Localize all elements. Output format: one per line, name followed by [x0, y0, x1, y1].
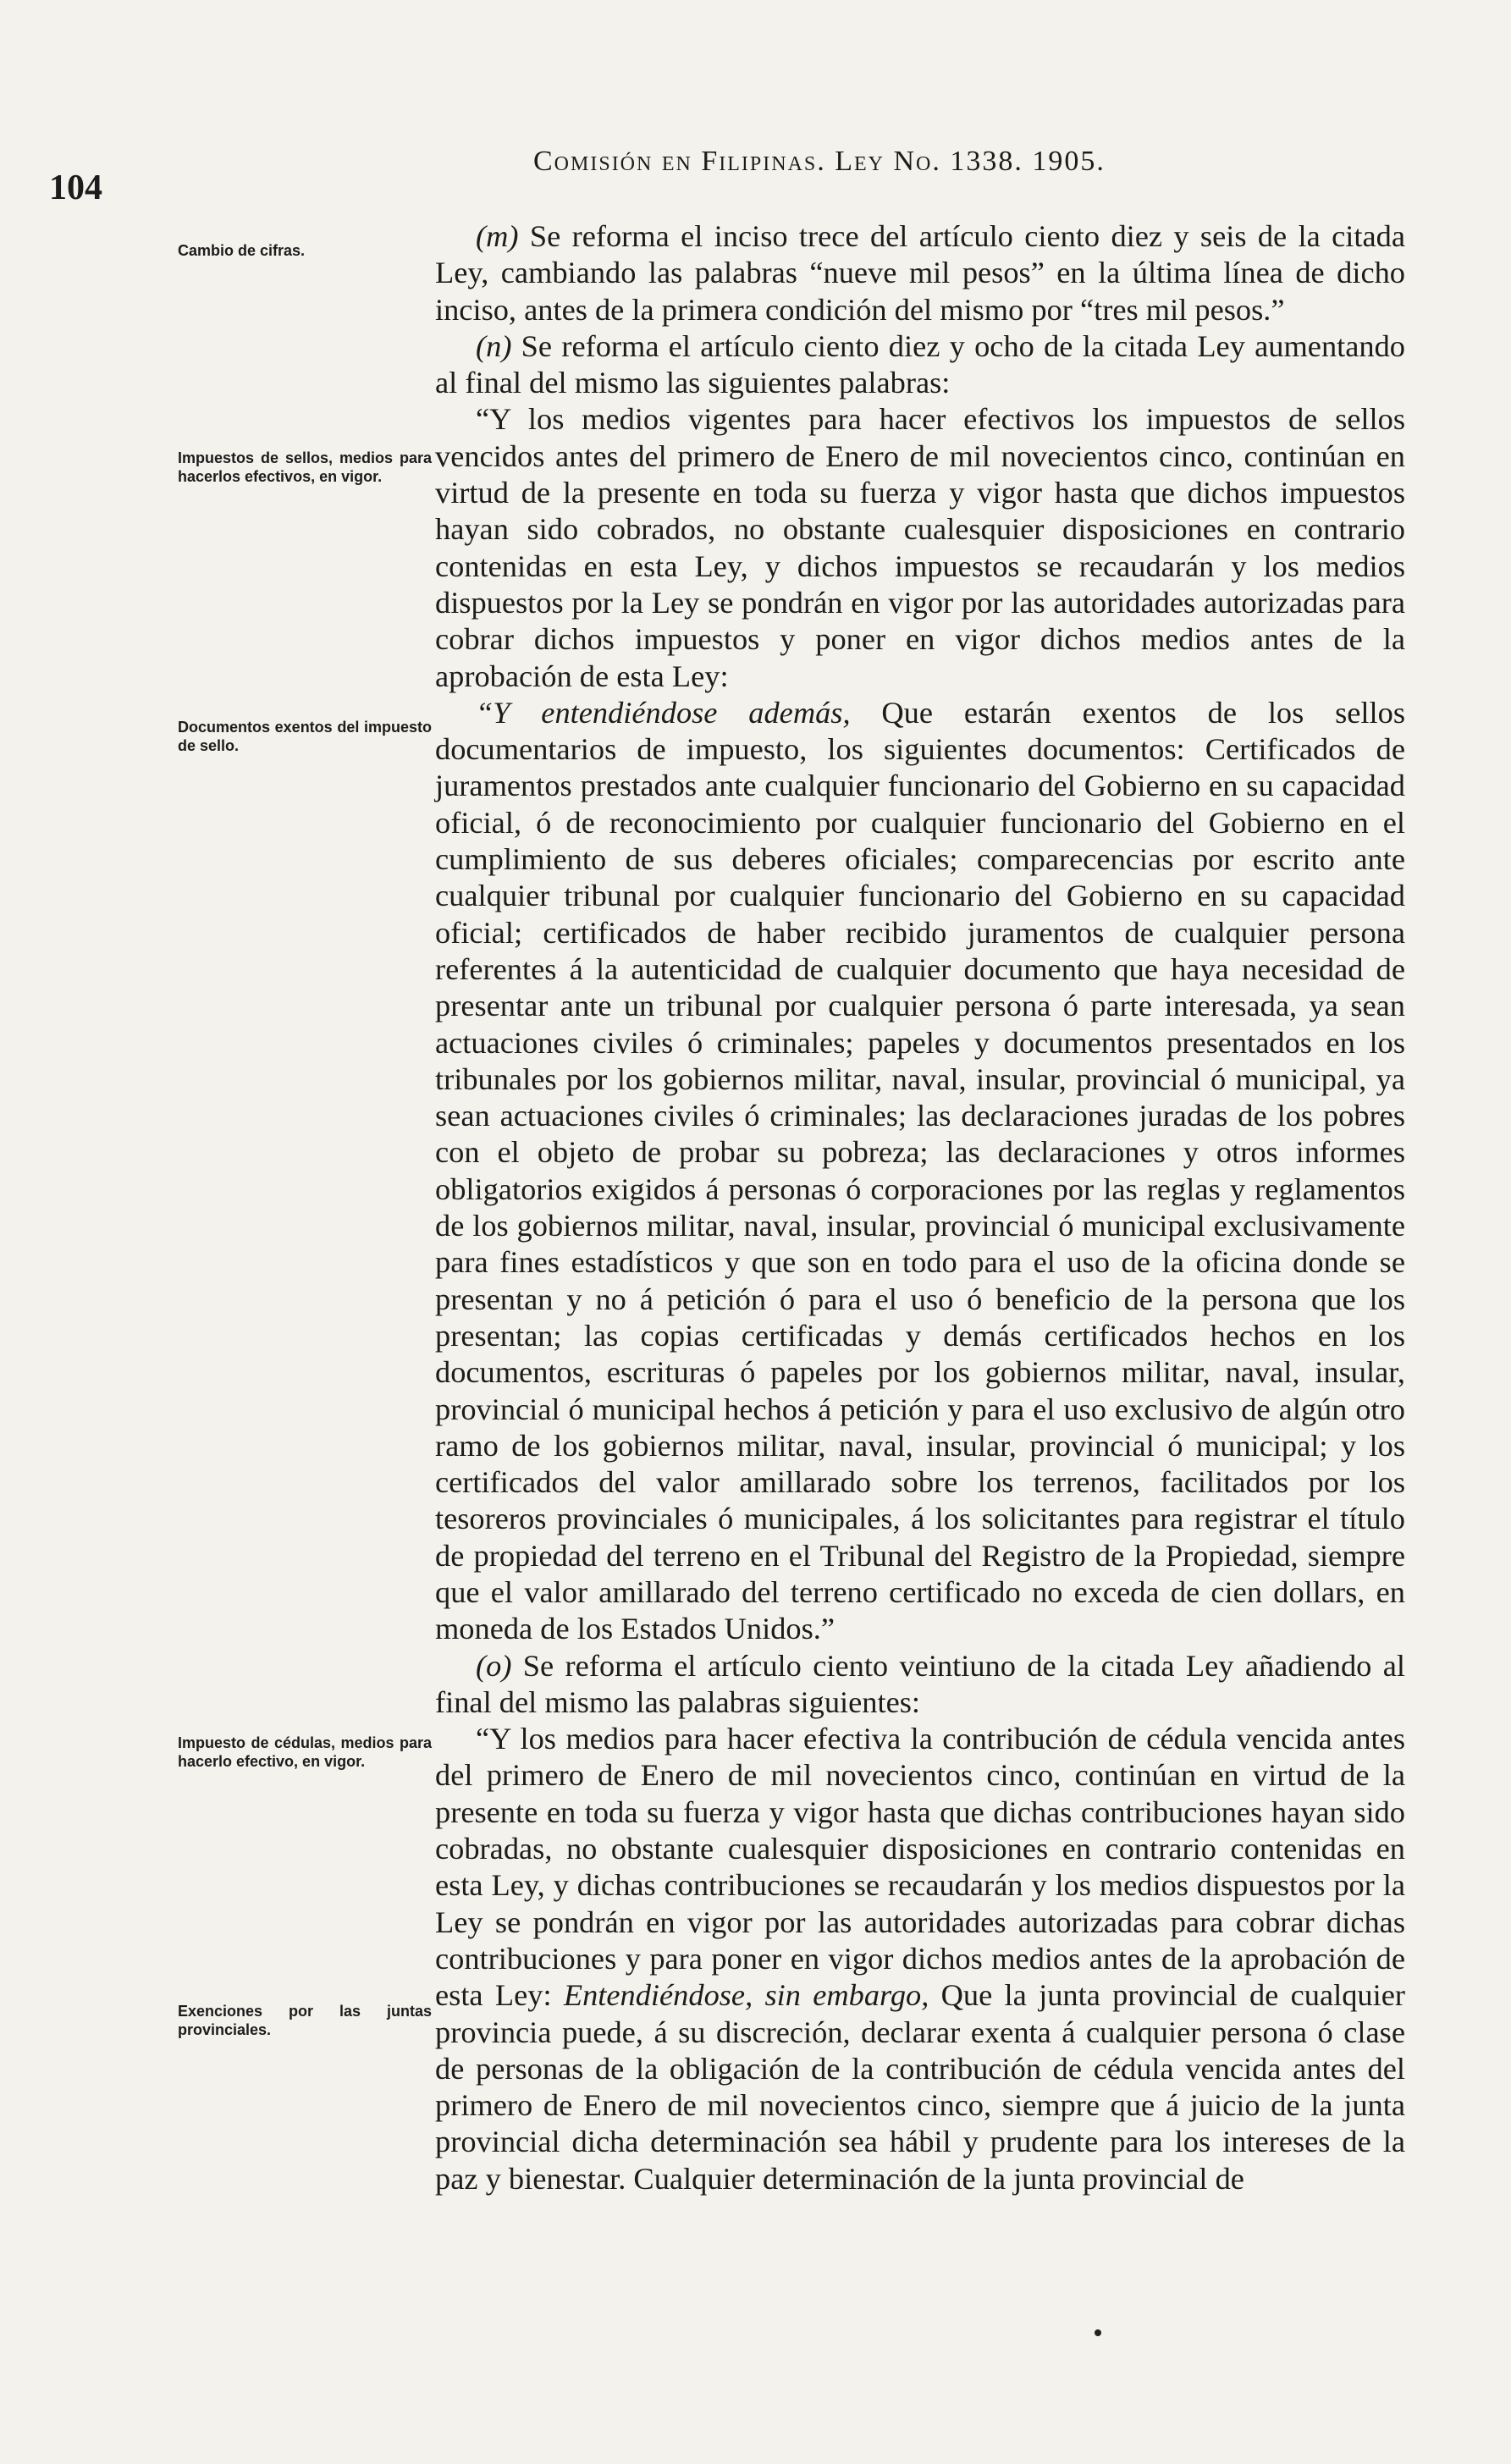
paragraph-label-m: (m): [476, 219, 519, 253]
exemptions-text: Que estarán exentos de los sellos documentarios de impuesto, los siguientes documentos: Certificados de juramentos prestados ante cualquier funcionario del Gobierno en su capacidad oficial, ó de reconocimiento por cualquier funcionario del Gobierno en el cumplimiento de sus deberes oficiales; comparecencias por escrito ante cualquier tribunal por cualquier funcionario del Gobierno en su capacidad oficial; certificados de haber recibido juramentos de cualquier persona referentes á la autenticidad de cualquier documento que haya necesidad de presentar ante un tribunal por cualquier persona ó parte interesada, ya sean actuaciones civiles ó criminales; papeles y documentos presentados en los tribunales por los gobiernos militar, naval, insular, provincial ó municipal, ya sean actuaciones civiles ó criminales; las declaraciones juradas de los pobres con el objeto de probar su pobreza; las declaraciones y otros informes obligatorios exigidos á personas ó corporaciones por las reglas y reglamentos de los gobiernos militar, naval, insular, provincial ó municipal exclusivamente para fines estadísticos y que son en todo para el uso de la oficina donde se presentan y no á petición ó para el uso ó beneficio de la persona que los presentan; las copias certificadas y demás certificados hechos en los documentos, escrituras ó papeles por los gobiernos militar, naval, insular, provincial ó municipal hechos á petición y para el uso exclusivo de algún otro ramo de los gobiernos militar, naval, insular, provincial ó municipal; y los certificados del valor amillarado sobre los terrenos, facilitados por los tesoreros provinciales ó municipales, á los solicitantes para registrar el título de propiedad del terreno en el Tribunal del Registro de la Propiedad, siempre que el valor amillarado del terreno certificado no exceda de cien dollars, en moneda de los Estados Unidos.”: [435, 695, 1405, 1646]
margin-note-impuestos-de-sellos: Impuestos de sellos, medios para hacerlos efectivos, en vigor.: [178, 449, 432, 485]
paragraph-m-text: Se reforma el inciso trece del artículo ciento diez y seis de la citada Ley, cambiando las palabras “nueve mil pesos” en la última línea de dicho inciso, antes de la primera condición del mismo por “tres mil pesos.”: [435, 219, 1405, 327]
margin-note-impuesto-de-cedulas: Impuesto de cédulas, medios para hacerlo efectivo, en vigor.: [178, 1734, 432, 1770]
paragraph-o-quote: [435, 1721, 1405, 2197]
scan-speck: [1095, 2329, 1101, 2336]
paragraph-label-n: (n): [476, 328, 512, 363]
paragraph-exemptions: [435, 695, 1405, 1648]
paragraph-m: [435, 218, 1405, 328]
exemptions-intro: “Y entendiéndose además,: [476, 695, 851, 730]
paragraph-o-text: Se reforma el artículo ciento veintiuno de la citada Ley añadiendo al final del mismo las palabras siguientes:: [435, 1648, 1405, 1719]
paragraph-n: [435, 328, 1405, 402]
paragraph-o: [435, 1648, 1405, 1722]
paragraph-n-quote: “Y los medios vigentes para hacer efectivos los impuestos de sellos vencidos antes del primero de Enero de mil novecientos cinco, continúan en virtud de la presente en toda su fuerza y vigor hasta que dichos impuestos hayan sido cobrados, no obstante cualesquier disposiciones en contrario contenidas en esta Ley, y dichos impuestos se recaudarán y los medios dispuestos por la Ley se pondrán en vigor por las autoridades autorizadas para cobrar dichos impuestos y poner en vigor dichos medios antes de la aprobación de esta Ley:: [435, 402, 1405, 693]
margin-note-exenciones-juntas: Exenciones por las juntas provinciales.: [178, 2003, 432, 2038]
running-head: Comisión en Filipinas. Ley No. 1338. 1905.: [533, 146, 1106, 177]
body-text: [435, 218, 1405, 2197]
page-number: 104: [49, 168, 102, 207]
paragraph-n-text: Se reforma el artículo ciento diez y ocho de la citada Ley aumentando al final del mismo las siguientes palabras:: [435, 328, 1405, 400]
o-quote-text: “Y los medios para hacer efectiva la contribución de cédula vencida antes del primero de Enero de mil novecientos cinco, continúan en virtud de la presente en toda su fuerza y vigor hasta que dichas contribuciones hayan sido cobradas, no obstante cualesquier disposiciones en contrario contenidas en esta Ley, y dichas contribuciones se recaudarán y los medios dispuestos por la Ley se pondrán en vigor por las autoridades autorizadas para cobrar dichas contribuciones y para poner en vigor dichos medios antes de la aprobación de esta Ley:: [435, 1722, 1405, 2013]
o-quote-rest: Que la junta provincial de cualquier provincia puede, á su discreción, declarar exenta á cualquier persona ó clase de personas de la obligación de la contribución de cédula vencida antes del primero de Enero de mil novecientos cinco, siempre que á juicio de la junta provincial dicha determinación sea hábil y prudente para los intereses de la paz y bienestar. Cualquier determinación de la junta provincial de: [435, 1978, 1405, 2196]
margin-note-documentos-exentos: Documentos exentos del impuesto de sello.: [178, 719, 432, 754]
o-quote-proviso: Entendiéndose, sin embargo,: [563, 1978, 929, 2013]
paragraph-label-o: (o): [476, 1648, 512, 1683]
margin-note-cambio-de-cifras: Cambio de cifras.: [178, 242, 306, 259]
